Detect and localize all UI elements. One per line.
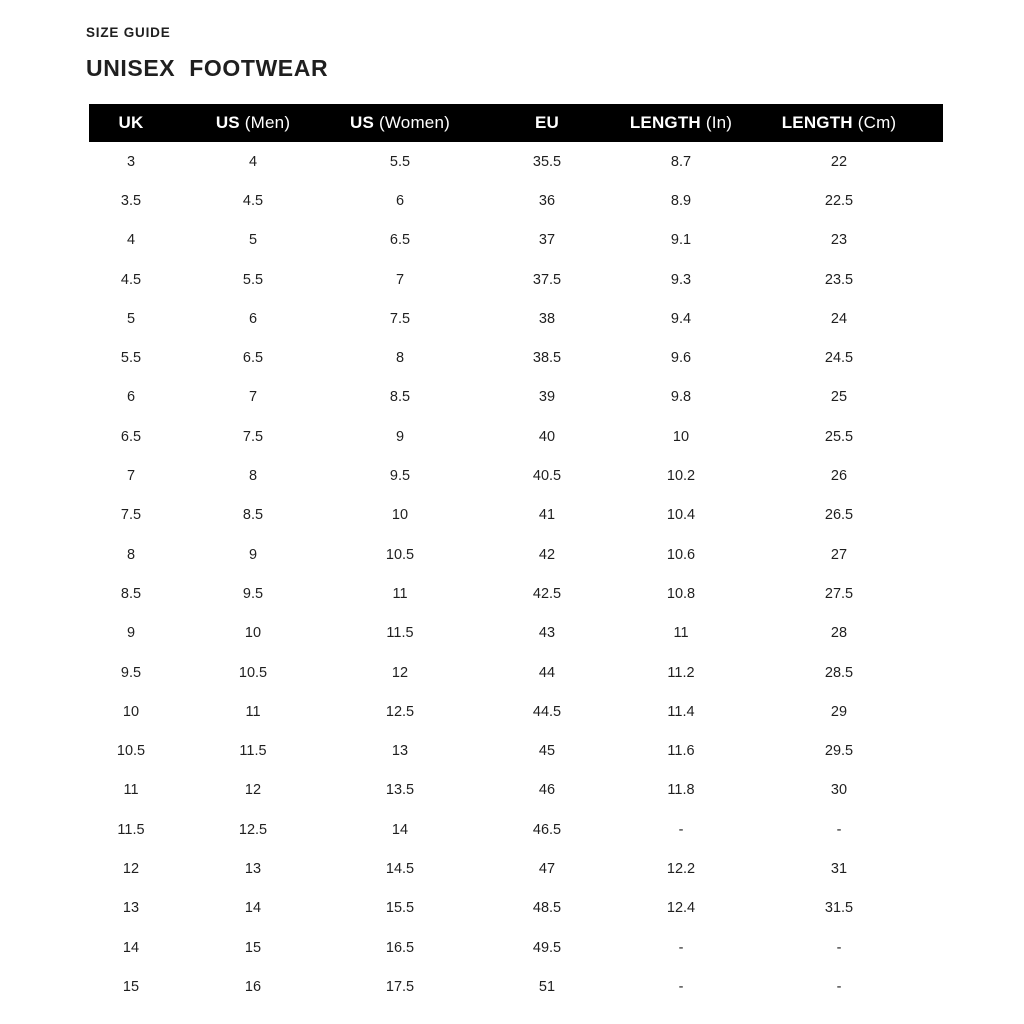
table-row (89, 928, 943, 967)
table-cell: 23 (830, 232, 848, 249)
table-cell: 37 (538, 232, 556, 249)
table-cell: 11.8 (667, 782, 695, 799)
table-cell: 9.5 (120, 664, 142, 681)
table-cell: 12.5 (385, 703, 415, 720)
table-cell: 48.5 (532, 900, 562, 917)
table-cell: - (836, 978, 842, 995)
table-cell: 14 (391, 821, 409, 838)
table-cell: 31 (830, 860, 848, 877)
table-cell: 13 (122, 900, 140, 917)
column-header-bold-text: US (350, 113, 375, 132)
table-cell: 23.5 (824, 271, 854, 288)
table-cell: 51 (538, 978, 556, 995)
table-cell: 14.5 (385, 860, 415, 877)
table-cell: 12.4 (666, 900, 696, 917)
column-header-rest-text: (Men) (244, 113, 291, 132)
table-row (89, 456, 943, 495)
table-cell: 11.5 (239, 743, 267, 760)
table-cell: 7.5 (120, 507, 142, 524)
table-cell: 16 (244, 978, 262, 995)
table-row (89, 378, 943, 417)
column-header-us-men (173, 104, 333, 142)
table-cell: 13.5 (385, 782, 415, 799)
table-cell: 14 (244, 900, 262, 917)
table-cell: 11.2 (667, 664, 695, 681)
table-row (89, 496, 943, 535)
table-cell: 9.5 (242, 585, 264, 602)
table-cell: 8.5 (389, 389, 411, 406)
table-cell: 35.5 (532, 153, 562, 170)
table-cell: 25 (830, 389, 848, 406)
table-cell: 6 (248, 310, 258, 327)
table-cell: 4 (126, 232, 136, 249)
table-cell: 43 (538, 625, 556, 642)
table-cell: 11 (245, 703, 261, 720)
table-cell: 11.5 (386, 625, 414, 642)
table-cell: 10.5 (238, 664, 268, 681)
table-cell: 42.5 (532, 585, 562, 602)
table-cell: 8 (248, 468, 258, 485)
table-row (89, 731, 943, 770)
table-cell: 6.5 (120, 428, 142, 445)
table-cell: 7.5 (242, 428, 264, 445)
table-cell: 14 (122, 939, 140, 956)
column-header-bold-text: LENGTH (781, 113, 853, 132)
table-cell: 47 (538, 860, 556, 877)
table-cell: 3.5 (120, 192, 142, 209)
table-cell: 12.5 (238, 821, 268, 838)
table-cell: 36 (538, 192, 556, 209)
table-cell: 8.5 (120, 585, 142, 602)
table-cell: 8.5 (242, 507, 264, 524)
table-cell: 10 (391, 507, 409, 524)
table-cell: 5.5 (120, 350, 142, 367)
table-cell: 9.8 (670, 389, 692, 406)
table-cell: 29.5 (824, 743, 854, 760)
table-cell: 15 (244, 939, 262, 956)
table-cell: 10.5 (385, 546, 415, 563)
table-row (89, 574, 943, 613)
table-cell: 13 (391, 743, 409, 760)
header-row (89, 104, 943, 142)
table-cell: 39 (538, 389, 556, 406)
table-row (89, 338, 943, 377)
table-row (89, 181, 943, 220)
table-cell: 15 (122, 978, 140, 995)
column-header-us-women (333, 104, 467, 142)
table-cell: 10.4 (666, 507, 696, 524)
table-header (89, 104, 943, 142)
table-row (89, 967, 943, 1006)
table-row (89, 810, 943, 849)
table-cell: 40.5 (532, 468, 562, 485)
table-cell: 15.5 (385, 900, 415, 917)
table-cell: 6 (126, 389, 136, 406)
table-cell: - (678, 821, 684, 838)
table-cell: 11 (123, 782, 139, 799)
table-cell: 12 (122, 860, 140, 877)
table-cell: 8 (395, 350, 405, 367)
table-cell: 27 (830, 546, 848, 563)
table-row (89, 849, 943, 888)
table-cell: 11.6 (667, 743, 695, 760)
column-header-length-in (627, 104, 735, 142)
table-cell: 4.5 (120, 271, 142, 288)
table-cell: 10.6 (666, 546, 696, 563)
table-row (89, 299, 943, 338)
table-cell: 9.1 (670, 232, 692, 249)
table-row (89, 692, 943, 731)
table-cell: - (836, 939, 842, 956)
table-cell: 7 (248, 389, 258, 406)
table-cell: 9.5 (389, 468, 411, 485)
table-cell: 9 (126, 625, 136, 642)
table-row (89, 889, 943, 928)
column-header-bold-text: LENGTH (629, 113, 701, 132)
column-header-length-cm (735, 104, 943, 142)
table-cell: 9.4 (670, 310, 692, 327)
table-cell: 24.5 (824, 350, 854, 367)
table-cell: 16.5 (385, 939, 415, 956)
column-header-rest-text: (Women) (378, 113, 450, 132)
table-cell: 5.5 (242, 271, 264, 288)
table-cell: 10.5 (116, 743, 146, 760)
page-eyebrow: SIZE GUIDE (86, 25, 171, 40)
table-cell: - (678, 939, 684, 956)
table-cell: 26.5 (824, 507, 854, 524)
table-cell: 26 (830, 468, 848, 485)
table-cell: 8 (126, 546, 136, 563)
table-cell: 4.5 (242, 192, 264, 209)
page-title: UNISEX FOOTWEAR (86, 55, 329, 81)
column-header-rest-text: (In) (705, 113, 733, 132)
table-cell: 6.5 (389, 232, 411, 249)
table-cell: 17.5 (385, 978, 415, 995)
table-cell: 11 (673, 625, 689, 642)
table-cell: 28 (830, 625, 848, 642)
table-cell: 11.4 (667, 703, 695, 720)
table-cell: 40 (538, 428, 556, 445)
size-table (89, 104, 943, 1007)
table-cell: - (836, 821, 842, 838)
table-cell: - (678, 978, 684, 995)
table-row (89, 221, 943, 260)
table-cell: 44 (538, 664, 556, 681)
table-row (89, 417, 943, 456)
table-cell: 6.5 (242, 350, 264, 367)
table-cell: 31.5 (824, 900, 854, 917)
table-row (89, 260, 943, 299)
table-cell: 3 (126, 153, 136, 170)
table-cell: 25.5 (824, 428, 854, 445)
table-cell: 10 (244, 625, 262, 642)
table-cell: 24 (830, 310, 848, 327)
table-cell: 5 (126, 310, 136, 327)
table-cell: 10.2 (666, 468, 696, 485)
table-cell: 9.6 (670, 350, 692, 367)
column-header-eu (467, 104, 627, 142)
table-cell: 12.2 (666, 860, 696, 877)
table-cell: 12 (391, 664, 409, 681)
table-cell: 12 (244, 782, 262, 799)
column-header-bold-text: EU (534, 113, 560, 132)
table-row (89, 653, 943, 692)
table-cell: 29 (830, 703, 848, 720)
table-cell: 22 (830, 153, 848, 170)
table-cell: 10 (672, 428, 690, 445)
table-cell: 37.5 (532, 271, 562, 288)
table-cell: 46 (538, 782, 556, 799)
table-cell: 42 (538, 546, 556, 563)
table-cell: 10 (122, 703, 140, 720)
table-cell: 7 (126, 468, 136, 485)
table-cell: 46.5 (532, 821, 562, 838)
table-body (89, 142, 943, 1007)
table-cell: 27.5 (824, 585, 854, 602)
table-cell: 6 (395, 192, 405, 209)
table-cell: 49.5 (532, 939, 562, 956)
table-cell: 5 (248, 232, 258, 249)
column-header-bold-text: UK (118, 113, 144, 132)
table-row (89, 142, 943, 181)
table-row (89, 771, 943, 810)
table-cell: 45 (538, 743, 556, 760)
table-cell: 13 (244, 860, 262, 877)
table-cell: 4 (248, 153, 258, 170)
table-cell: 38.5 (532, 350, 562, 367)
table-cell: 11.5 (117, 821, 145, 838)
table-cell: 38 (538, 310, 556, 327)
column-header-rest-text: (Cm) (857, 113, 897, 132)
table-cell: 7.5 (389, 310, 411, 327)
table-cell: 41 (538, 507, 556, 524)
table-cell: 44.5 (532, 703, 562, 720)
column-header-uk (89, 104, 173, 142)
table-cell: 30 (830, 782, 848, 799)
table-cell: 9 (248, 546, 258, 563)
table-cell: 7 (395, 271, 405, 288)
table-cell: 11 (392, 585, 408, 602)
table-row (89, 614, 943, 653)
table-cell: 8.9 (670, 192, 692, 209)
table-cell: 9.3 (670, 271, 692, 288)
table-cell: 8.7 (670, 153, 692, 170)
table-cell: 28.5 (824, 664, 854, 681)
table-cell: 10.8 (666, 585, 696, 602)
table-cell: 5.5 (389, 153, 411, 170)
table-cell: 22.5 (824, 192, 854, 209)
column-header-bold-text: US (215, 113, 240, 132)
table-cell: 9 (395, 428, 405, 445)
table-row (89, 535, 943, 574)
